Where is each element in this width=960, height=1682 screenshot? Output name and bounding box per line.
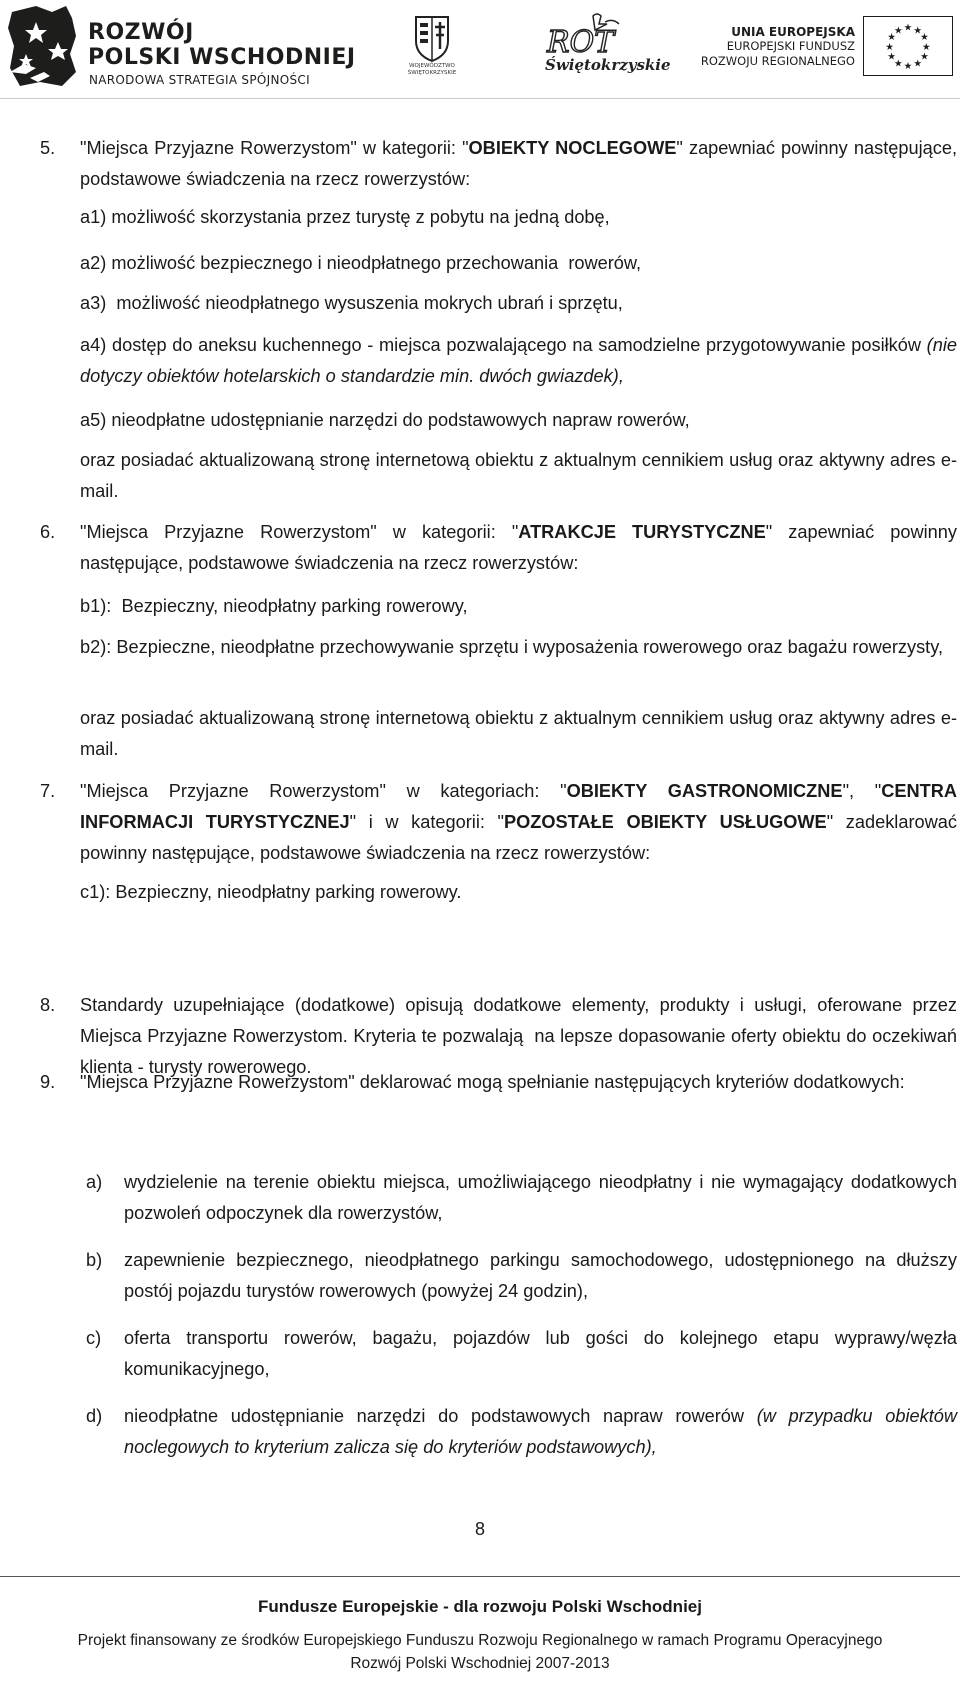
svg-text:★: ★ <box>922 41 931 53</box>
sub-item-a3: a3) możliwość nieodpłatnego wysuszenia mokrych ubrań i sprzętu, <box>80 293 623 313</box>
rpw-logo-line2: POLSKI WSCHODNIEJ <box>88 45 356 70</box>
eu-flag-icon <box>863 16 953 76</box>
item-number: 7. <box>40 781 56 801</box>
rot-swietokrzyskie-logo <box>535 12 671 78</box>
footer-funding-line2: Rozwój Polski Wschodniej 2007-2013 <box>350 1655 610 1672</box>
wojewodztwo-swietokrzyskie-logo <box>404 15 460 79</box>
item-number: 5. <box>40 138 56 158</box>
svg-text:★: ★ <box>920 51 929 63</box>
criterion-d <box>80 1401 957 1463</box>
criterion-c <box>80 1323 957 1385</box>
sub-item-a2: a2) możliwość bezpiecznego i nieodpłatnego przechowania rowerów, <box>80 253 642 273</box>
sub-item-a5: a5) nieodpłatne udostępnianie narzędzi do podstawowych napraw rowerów, <box>80 410 690 430</box>
footer-title: Fundusze Europejskie - dla rozwoju Polski Wschodniej <box>258 1597 702 1616</box>
item-text: "Miejsca Przyjazne Rowerzystom" w kategorii: "OBIEKTY NOCLEGOWE" zapewniać powinny następujące, podstawowe świadczenia na rzecz rowerzystów: <box>80 138 958 189</box>
svg-text:★: ★ <box>903 22 913 34</box>
criterion-letter: a) <box>86 1172 103 1192</box>
rozwoj-polski-wschodniej-logo <box>6 2 356 88</box>
item-text: "Miejsca Przyjazne Rowerzystom" w kategoriach: "OBIEKTY GASTRONOMICZNE", "CENTRA INFORMACJI TURYSTYCZNEJ" i w kategorii: "POZOSTAŁE OBIEKTY USŁUGOWE" zadeklarować powinny następujące, podstawowe świadczenia na rzecz rowerzystów: <box>80 781 957 863</box>
criterion-text: nieodpłatne udostępnianie narzędzi do podstawowych napraw rowerów (w przypadku obiektów noclegowych to kryterium zalicza się do kryteriów podstawowych), <box>124 1406 957 1457</box>
eu-fund-logo <box>700 12 957 78</box>
page-number: 8 <box>474 1519 485 1539</box>
svg-text:★: ★ <box>887 32 896 44</box>
svg-text:★: ★ <box>913 58 923 70</box>
eu-logo-line2: EUROPEJSKI FUNDUSZ <box>726 39 855 53</box>
item-text: Standardy uzupełniające (dodatkowe) opisują dodatkowe elementy, produkty i usługi, oferowane przez Miejsca Przyjazne Rowerzystom. Kryteria te pozwalają na lepsze dopasowanie oferty obiektu do oczekiwań klienta - turysty rowerowego. <box>80 995 957 1077</box>
sub-item-a4: a4) dostęp do aneksu kuchennego - miejsca pozwalającego na samodzielne przygotowywanie posiłków (nie dotyczy obiektów hotelarskich o standardzie min. dwóch gwiazdek), <box>80 335 957 386</box>
sub-item-b2: b2): Bezpieczne, nieodpłatne przechowywanie sprzętu i wyposażenia rowerowego oraz bagażu rowerzysty, <box>80 637 944 657</box>
list-item-9 <box>40 1067 957 1098</box>
list-item-7 <box>40 776 957 869</box>
wojewodztwo-caption: WOJEWÓDZTWO ŚWIĘTOKRZYSKIE <box>407 63 457 76</box>
sub-item-a1: a1) możliwość skorzystania przez turystę z pobytu na jedną dobę, <box>80 207 610 227</box>
list-item-6 <box>40 517 957 579</box>
svg-text:ROT: ROT <box>547 25 615 60</box>
svg-text:★: ★ <box>893 58 903 70</box>
list-item-5 <box>40 133 957 195</box>
page-header <box>0 0 960 100</box>
eu-logo-line1: UNIA EUROPEJSKA <box>731 25 855 39</box>
svg-text:★: ★ <box>913 25 923 37</box>
criterion-a <box>80 1167 957 1229</box>
criterion-letter: b) <box>86 1250 103 1270</box>
eu-logo-line3: ROZWOJU REGIONALNEGO <box>700 54 855 68</box>
criterion-text: wydzielenie na terenie obiektu miejsca, umożliwiającego nieodpłatny i nie wymagający dodatkowych pozwoleń odpoczynek dla rowerzystów, <box>124 1172 957 1223</box>
svg-text:★: ★ <box>893 25 903 37</box>
svg-text:★: ★ <box>903 61 913 73</box>
rot-subtitle: Świętokrzyskie <box>545 56 671 74</box>
sub-item-c1: c1): Bezpieczny, nieodpłatny parking rowerowy. <box>80 882 462 902</box>
closing-paragraph-5: oraz posiadać aktualizowaną stronę internetową obiektu z aktualnym cennikiem usług oraz aktywny adres e-mail. <box>80 450 957 501</box>
criterion-letter: c) <box>86 1328 102 1348</box>
criterion-text: zapewnienie bezpiecznego, nieodpłatnego parkingu samochodowego, udostępnionego na dłuższy postój pojazdu turystów rowerowych (powyżej 24 godzin), <box>124 1250 957 1301</box>
svg-text:★: ★ <box>885 41 894 53</box>
svg-text:★: ★ <box>887 51 896 63</box>
poland-map-stars-icon <box>6 2 82 88</box>
item-number: 8. <box>40 995 56 1015</box>
closing-paragraph-6: oraz posiadać aktualizowaną stronę internetową obiektu z aktualnym cennikiem usług oraz aktywny adres e-mail. <box>80 708 957 759</box>
criterion-b <box>80 1245 957 1307</box>
item-text: "Miejsca Przyjazne Rowerzystom" deklarować mogą spełnianie następujących kryteriów dodatkowych: <box>80 1072 905 1092</box>
criterion-letter: d) <box>86 1406 103 1426</box>
rpw-logo-line3: NARODOWA STRATEGIA SPÓJNOŚCI <box>89 73 310 87</box>
rpw-logo-line1: ROZWÓJ <box>88 20 194 45</box>
header-divider <box>0 98 960 99</box>
item-text: "Miejsca Przyjazne Rowerzystom" w kategorii: "ATRAKCJE TURYSTYCZNE" zapewniać powinny następujące, podstawowe świadczenia na rzecz rowerzystów: <box>80 522 957 573</box>
item-number: 6. <box>40 522 56 542</box>
rot-lettering-icon <box>535 12 635 60</box>
criterion-text: oferta transportu rowerów, bagażu, pojazdów lub gości do kolejnego etapu wyprawy/węzła komunikacyjnego, <box>124 1328 957 1379</box>
svg-text:★: ★ <box>920 32 929 44</box>
coat-of-arms-icon <box>404 15 460 63</box>
footer-funding-line1: Projekt finansowany ze środków Europejskiego Funduszu Rozwoju Regionalnego w ramach Programu Operacyjnego <box>77 1632 883 1649</box>
footer-divider <box>0 1576 960 1577</box>
item-number: 9. <box>40 1072 56 1092</box>
sub-item-b1: b1): Bezpieczny, nieodpłatny parking rowerowy, <box>80 596 468 616</box>
